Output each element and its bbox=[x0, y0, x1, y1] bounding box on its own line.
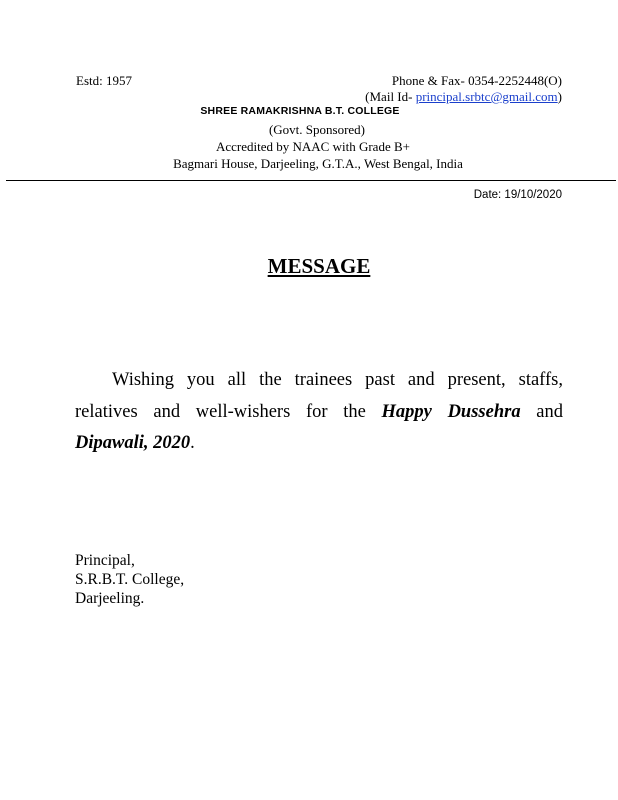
phone-fax: Phone & Fax- 0354-2252448(O) bbox=[391, 73, 562, 88]
mail-suffix: ) bbox=[557, 89, 562, 104]
document-date: Date: 19/10/2020 bbox=[473, 189, 562, 201]
mail-prefix: (Mail Id- bbox=[365, 89, 416, 104]
email-link[interactable]: principal.srbtc@gmail.com bbox=[415, 89, 558, 104]
message-body: Wishing you all the trainees past and present, staffs, relatives and well-wishers for the Happy Dussehra and Dipawali, 2020. bbox=[75, 370, 563, 453]
page-title: MESSAGE bbox=[267, 254, 371, 278]
signature-block bbox=[75, 551, 184, 608]
festival-name-2: Dipawali, 2020 bbox=[75, 433, 191, 453]
signature-college: S.R.B.T. College, bbox=[75, 571, 185, 588]
college-address: Bagmari House, Darjeeling, G.T.A., West Bengal, India bbox=[173, 156, 463, 171]
signature-title: Principal, bbox=[75, 552, 135, 569]
festival-name: Happy Dussehra bbox=[381, 401, 521, 422]
govt-sponsored: (Govt. Sponsored) bbox=[268, 122, 366, 137]
naac-accreditation: Accredited by NAAC with Grade B+ bbox=[216, 139, 410, 154]
established-year: Estd: 1957 bbox=[76, 73, 132, 88]
header-divider bbox=[6, 180, 616, 181]
mail-id bbox=[365, 89, 562, 105]
signature-place: Darjeeling. bbox=[75, 590, 145, 607]
college-name: SHREE RAMAKRISHNA B.T. COLLEGE bbox=[200, 105, 400, 117]
